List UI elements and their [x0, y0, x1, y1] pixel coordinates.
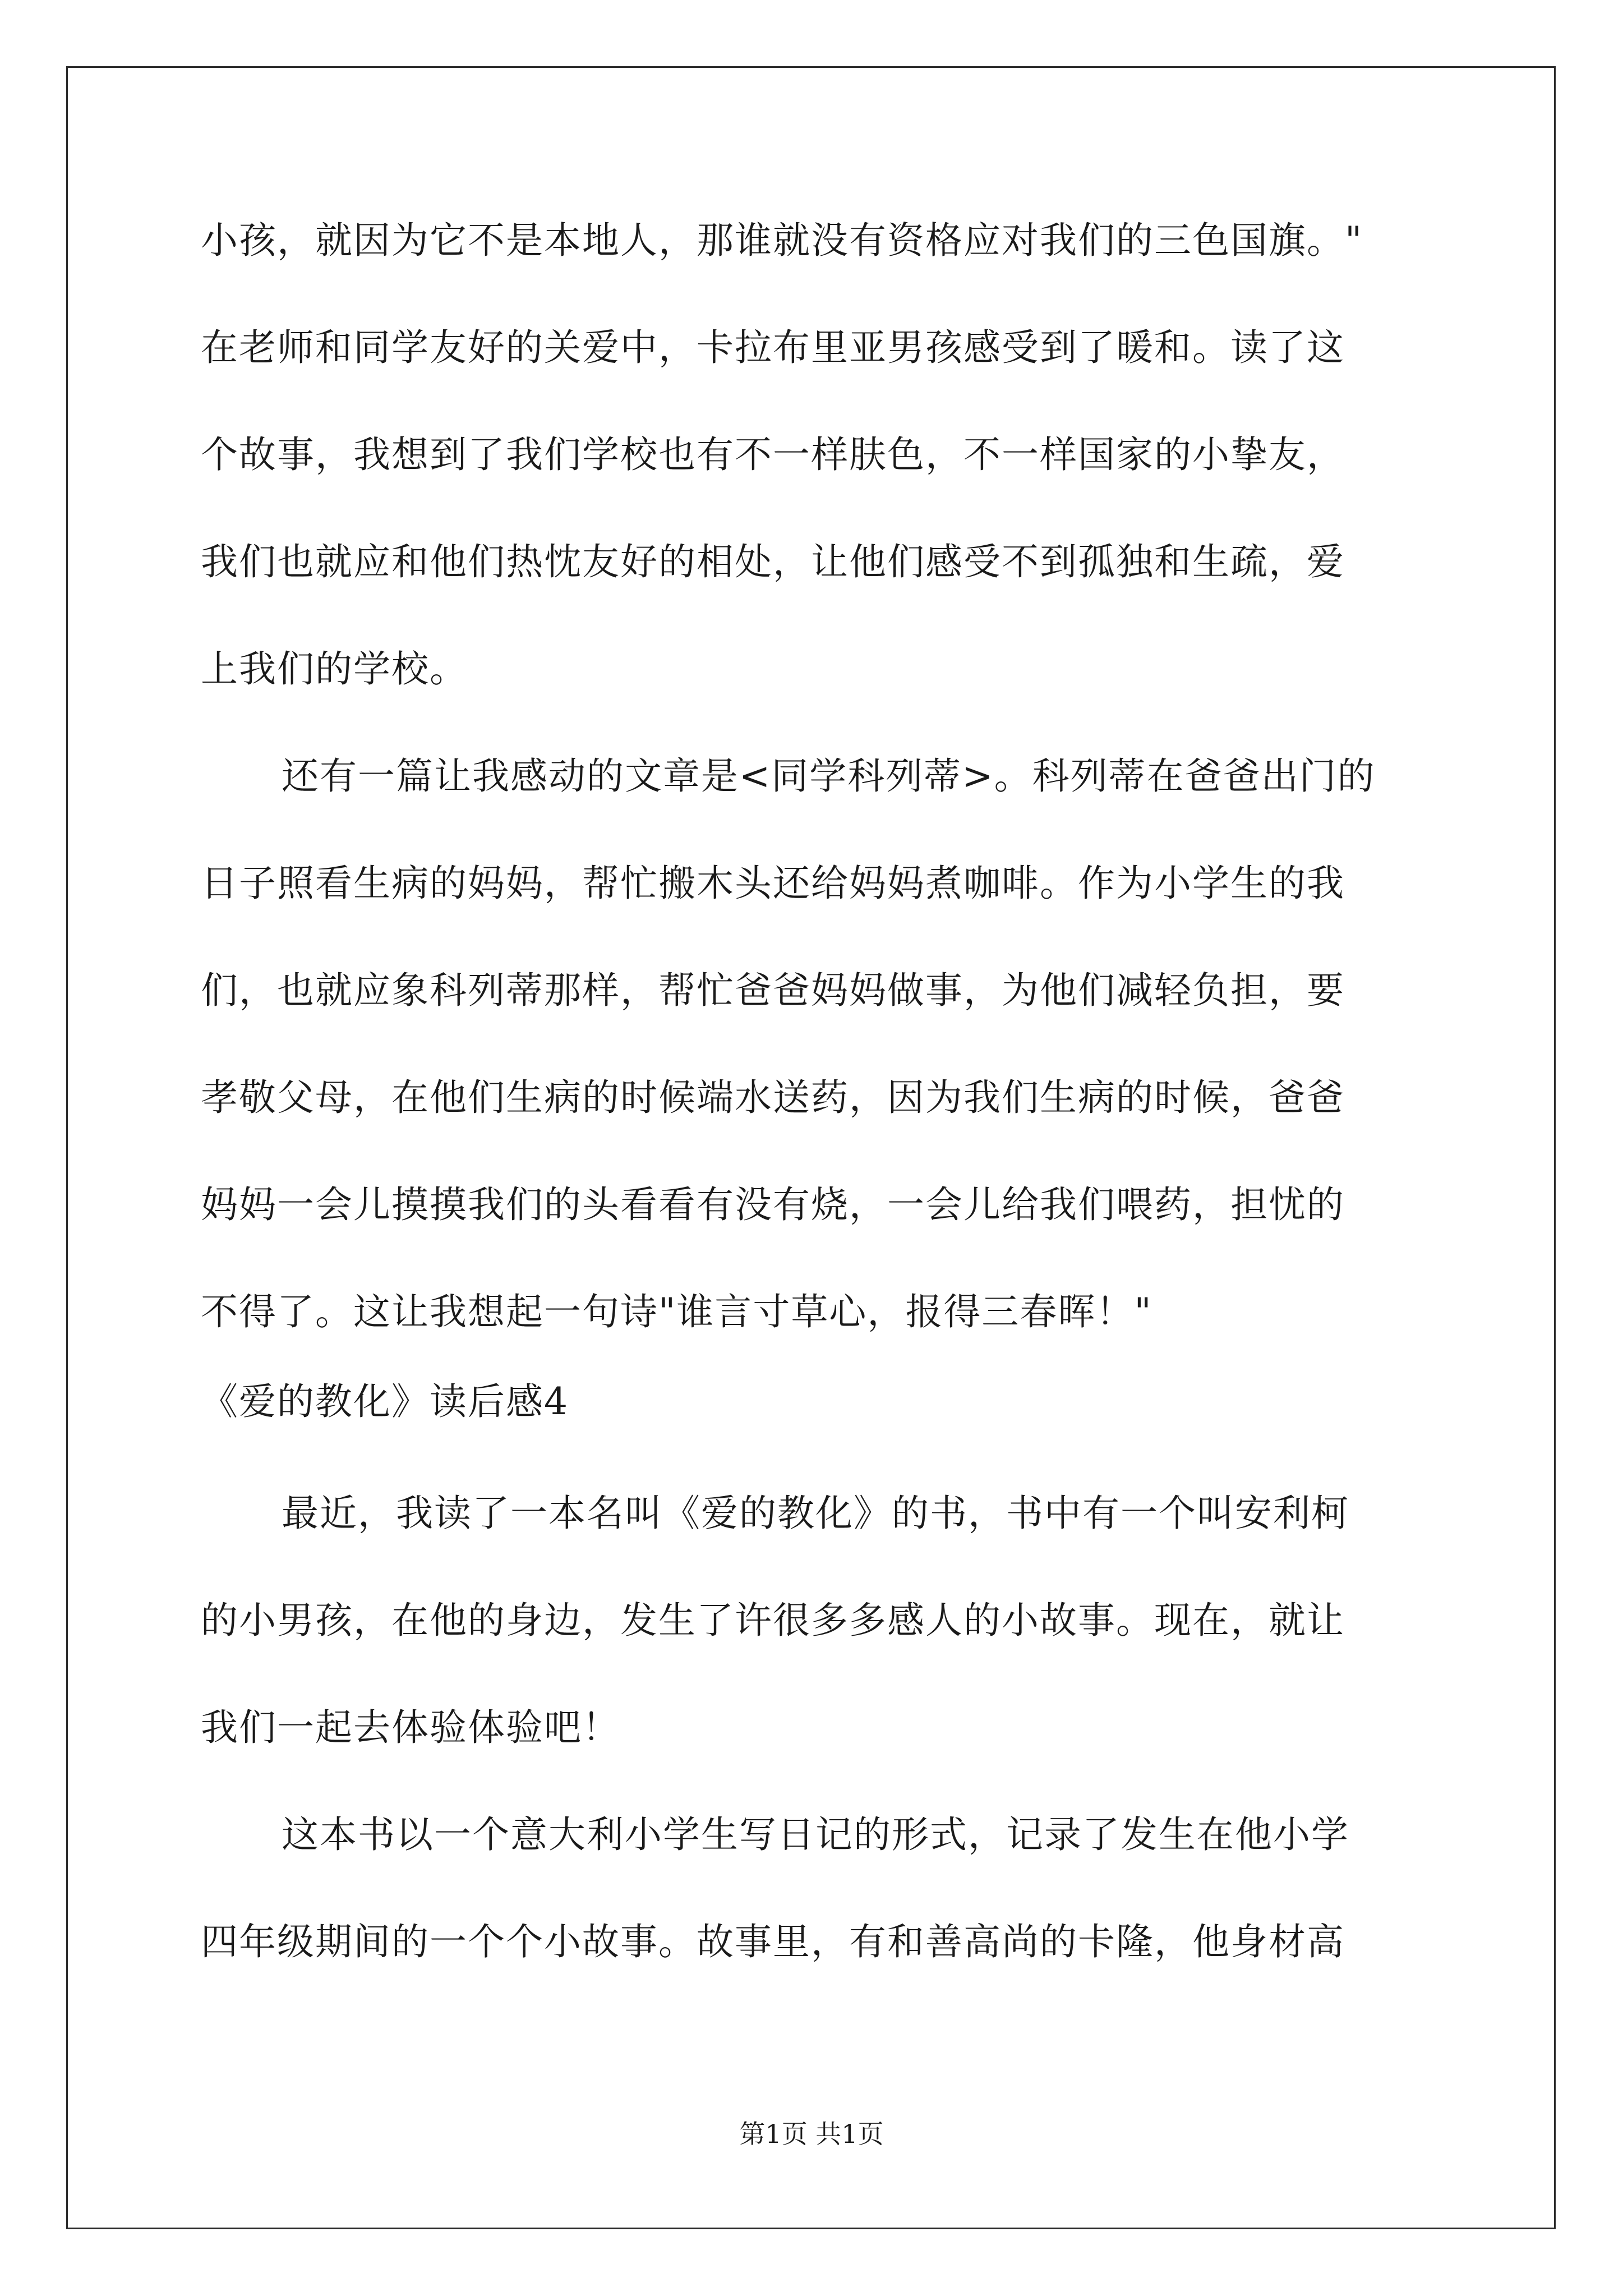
body-text-line: 四年级期间的一个个小故事。故事里，有和善高尚的卡隆，他身材高	[201, 1920, 1345, 1963]
body-text-line: 孝敬父母，在他们生病的时候端水送药，因为我们生病的时候，爸爸	[201, 1076, 1345, 1119]
body-text-line: 这本书以一个意大利小学生写日记的形式，记录了发生在他小学	[282, 1813, 1349, 1856]
body-text-line: 还有一篇让我感动的文章是<同学科列蒂>。科列蒂在爸爸出门的	[282, 754, 1376, 798]
body-text-line: 不得了。这让我想起一句诗"谁言寸草心，报得三春晖！"	[201, 1290, 1152, 1333]
section-heading: 《爱的教化》读后感4	[201, 1380, 569, 1423]
page-number: 第1页 共1页	[739, 2119, 884, 2149]
body-text-line: 小孩，就因为它不是本地人，那谁就没有资格应对我们的三色国旗。"	[201, 219, 1363, 262]
body-text-line: 我们也就应和他们热忱友好的相处，让他们感受不到孤独和生疏，爱	[201, 540, 1345, 583]
body-text-line: 上我们的学校。	[201, 647, 468, 691]
body-text-line: 个故事，我想到了我们学校也有不一样肤色，不一样国家的小挚友，	[201, 433, 1345, 476]
body-text-line: 日子照看生病的妈妈，帮忙搬木头还给妈妈煮咖啡。作为小学生的我	[201, 862, 1345, 905]
body-text-line: 在老师和同学友好的关爱中，卡拉布里亚男孩感受到了暖和。读了这	[201, 326, 1345, 369]
body-text-line: 的小男孩，在他的身边，发生了许很多多感人的小故事。现在，就让	[201, 1599, 1345, 1642]
body-text-line: 妈妈一会儿摸摸我们的头看看有没有烧，一会儿给我们喂药，担忧的	[201, 1183, 1345, 1226]
body-text-line: 们，也就应象科列蒂那样，帮忙爸爸妈妈做事，为他们减轻负担，要	[201, 969, 1345, 1012]
page-border	[66, 66, 1556, 2229]
body-text-line: 我们一起去体验体验吧！	[201, 1706, 620, 1749]
body-text-line: 最近，我读了一本名叫《爱的教化》的书，书中有一个叫安利柯	[282, 1492, 1349, 1535]
